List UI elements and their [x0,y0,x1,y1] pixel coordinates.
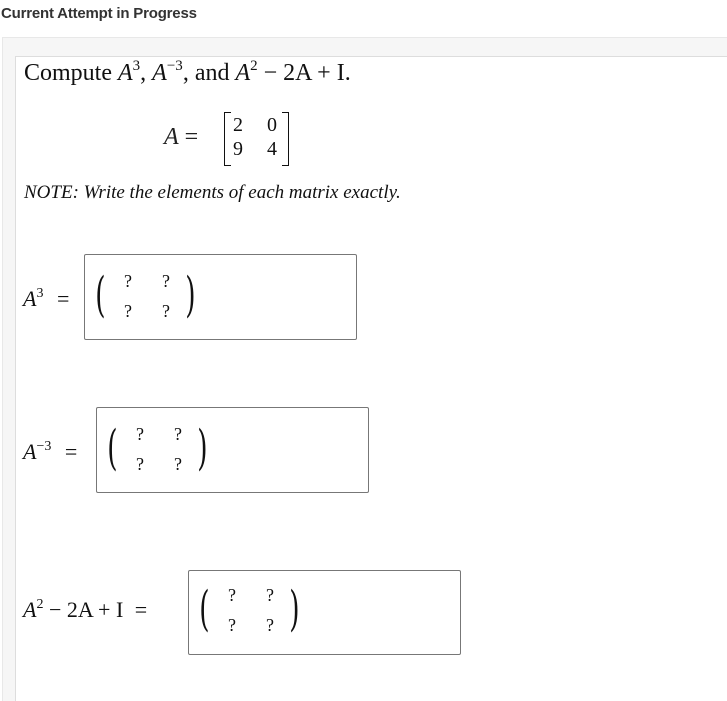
note-text: NOTE: Write the elements of each matrix exactly. [24,182,401,203]
answer-label-quadratic: $A^2 - 2A + I$ = [23,597,148,622]
comma2: , [182,60,189,86]
matrix-cell-r2c1: 9 [233,138,243,160]
term2-exp: −3 [166,58,183,74]
term3-exp: 2 [250,58,258,74]
question-prompt [24,60,351,87]
answer-label-a-cubed: $A^3$ = [23,286,70,311]
compute-word: Compute [24,60,112,86]
matrix-input-r1c2[interactable]: ? [266,585,274,605]
matrix-input-r1c1[interactable]: ? [228,585,236,605]
term3-base: A [235,60,251,86]
answer-box-a-cubed[interactable] [84,254,357,340]
term1-base: A [118,60,133,86]
matrix-input-r1c1[interactable]: ? [136,424,144,444]
left-paren: ( [107,420,118,476]
answer-label-a-inverse-cubed: $A^{-3}$ = [23,439,78,464]
matrix-input-r2c1[interactable]: ? [136,454,144,474]
matrix-cell-r1c1: 2 [233,114,243,136]
matrix-cell-r1c2: 0 [267,114,277,136]
answer-box-quadratic[interactable] [188,570,461,655]
matrix-input-r2c1[interactable]: ? [124,301,132,321]
matrix-cell-r2c2: 4 [267,138,277,160]
attempt-status-header: Current Attempt in Progress [1,5,197,22]
comma1: , [140,60,147,86]
matrix-input-r2c1[interactable]: ? [228,615,236,635]
term3-rest: − 2A + I. [257,60,351,86]
right-paren: ) [185,267,196,323]
matrix-definition [164,112,304,166]
right-paren: ) [289,581,300,637]
term2-base: A [152,60,167,86]
answer-box-a-inverse-cubed[interactable] [96,407,369,493]
right-bracket [282,112,289,166]
and-word: and [194,60,230,86]
term1-exp: 3 [132,58,141,74]
left-paren: ( [95,267,106,323]
matrix-input-r2c2[interactable]: ? [162,301,170,321]
matrix-input-r2c2[interactable]: ? [174,454,182,474]
matrix-input-r2c2[interactable]: ? [266,615,274,635]
right-paren: ) [197,420,208,476]
matrix-input-r1c2[interactable]: ? [174,424,182,444]
matrix-input-r1c2[interactable]: ? [162,271,170,291]
left-paren: ( [199,581,210,637]
matrix-input-r1c1[interactable]: ? [124,271,132,291]
matrix-name: A = [164,124,199,150]
